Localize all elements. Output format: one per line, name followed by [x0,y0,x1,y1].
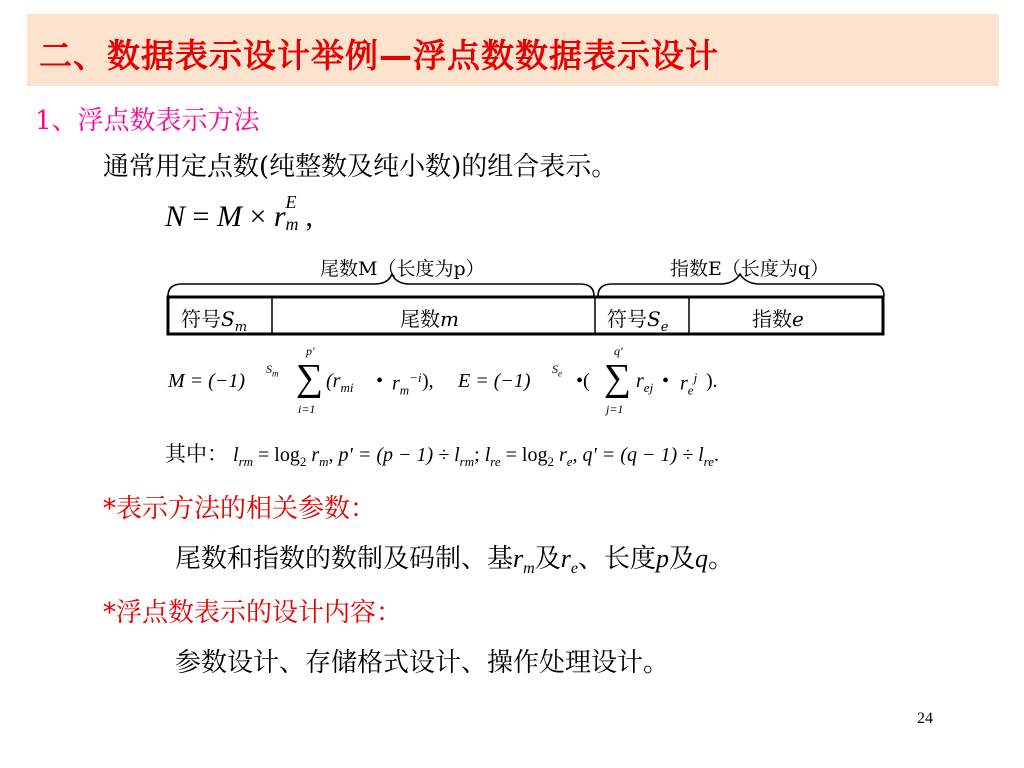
formula-e-lhs: E = (−1) [458,370,531,392]
mantissa-brace-label: 尾数M（长度为p） [320,258,485,280]
sum-m-bottom: i=1 [298,402,316,416]
page-number: 24 [917,710,933,727]
cell-1-var: m [440,307,459,331]
formula-n-comma: , [305,200,314,233]
design-heading: *浮点数表示的设计内容： [103,598,403,628]
where-prefix: 其中： [165,442,228,466]
cell-0-var: S [221,307,235,331]
formula-m-r2: $r_m^{-i}$ [392,370,422,398]
cell-3-label: 指数 [752,307,792,331]
sum-m-top: p' [306,344,315,358]
formula-e-bullet2: • [662,370,670,392]
cell-2-label: 符号 [607,307,647,331]
formula-n-sub: m [285,214,299,234]
sum-e-symbol: ∑ [604,357,632,399]
cell-sign-mantissa [181,303,247,335]
formula-e-re2: $r_e^j$ [680,370,698,398]
mantissa-brace [168,274,594,296]
sum-e-bottom: j=1 [606,402,624,416]
cell-0-label: 符号 [181,307,221,331]
formula-n-times: × [249,200,267,233]
cell-2-var: S [647,307,661,331]
formula-where: 其中： $l_{rm} = \log_2 r_m$, $p' = (p - 1) \div l_{rm}$; $l_{re} = \log_2 r_e$, $q' = (q - 1) \div l_{re}$. [165,442,720,469]
formula-m-lhs: M = (−1) [168,370,245,392]
cell-0-sub: m [234,320,248,335]
cell-exponent [752,303,804,332]
title-main: 二、数据表示设计举例 [39,36,379,75]
formula-n-m: M [216,200,242,233]
sum-m-symbol: ∑ [296,357,324,399]
formula-n-eq: = [192,200,210,233]
formula-n-r: r [273,200,286,233]
cell-2-sub: e [660,320,669,335]
formula-e-end: ). [706,370,718,392]
design-text: 参数设计、存储格式设计、操作处理设计。 [175,648,670,678]
sum-e-top: q' [614,344,623,358]
formula-m-close: ), [422,370,434,392]
title-dash: — [379,36,413,75]
exponent-brace-label: 指数E（长度为q） [670,258,830,280]
formula-n-lhs: N [165,200,186,233]
title-sub: 浮点数数据表示设计 [413,36,719,75]
sum-m-body: ($r_{mi}$ [326,370,354,395]
formula-m-sign-exp: $S_m$ [266,362,279,379]
cell-sign-exponent [607,303,668,335]
formula-m-e [168,344,928,424]
formula-n-sup: E [285,192,297,212]
cell-3-var: e [792,307,804,331]
intro-text: 通常用定点数(纯整数及纯小数)的组合表示。 [103,152,618,182]
formula-e-bullet: •( [576,370,590,392]
cell-mantissa [400,303,459,332]
params-heading: *表示方法的相关参数： [103,494,377,524]
formula-e-rej: $r_{ej}$ [636,370,654,395]
cell-1-label: 尾数 [400,307,440,331]
section-heading: 1、浮点数表示方法 [35,106,260,136]
formula-e-sign-exp: $S_e$ [552,362,562,379]
formula-m-bullet: • [376,370,384,392]
params-text: 尾数和指数的数制及码制、基$r_m$及$r_e$、长度p及q。 [175,544,734,578]
exponent-brace [598,274,884,296]
